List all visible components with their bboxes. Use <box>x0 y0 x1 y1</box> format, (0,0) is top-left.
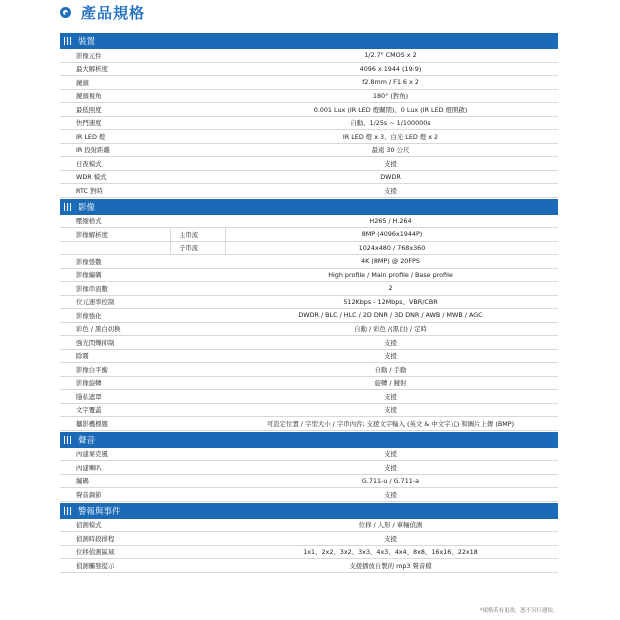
spec-label: 偵測觸發提示 <box>76 561 115 570</box>
spec-row <box>60 242 558 256</box>
spec-value: 4096 x 1944 (19:9) <box>359 64 422 73</box>
section-bars-icon <box>64 507 72 515</box>
spec-value: 支援 <box>384 159 397 168</box>
spec-value: 4K (8MP) @ 20FPS <box>361 257 420 266</box>
spec-row <box>60 144 558 158</box>
spec-label: 鏡頭 <box>76 78 89 87</box>
spec-label: 位元速率控制 <box>76 298 115 307</box>
section-title: 影像 <box>78 202 96 213</box>
spec-row <box>60 49 558 63</box>
spec-row <box>60 171 558 185</box>
spec-value: 自動 / 手動 <box>374 365 407 374</box>
spec-value: 支援 <box>384 392 397 401</box>
section-bars-icon <box>64 203 72 211</box>
spec-label: 鏡頭視角 <box>76 92 102 101</box>
spec-value: 自動、1/25s ~ 1/100000s <box>350 119 431 128</box>
spec-sublabel: 主串流 <box>170 228 226 241</box>
section-title: 警報與事件 <box>78 506 121 517</box>
section-bars-icon <box>64 436 72 444</box>
spec-value: 支援 <box>384 450 397 459</box>
spec-label: 隱私遮罩 <box>76 392 102 401</box>
spec-label: IR 投射距離 <box>76 146 110 155</box>
spec-label: RTC 對時 <box>76 186 103 195</box>
spec-row <box>60 546 558 560</box>
spec-label: 壓縮格式 <box>76 217 102 226</box>
spec-label: 強光閃爍抑制 <box>76 338 115 347</box>
section-header <box>60 199 558 215</box>
spec-row <box>60 309 558 323</box>
spec-label: 快門速度 <box>76 119 102 128</box>
spec-value: DWDR <box>380 172 401 181</box>
spec-row <box>60 282 558 296</box>
spec-row <box>60 363 558 377</box>
spec-value: 支援 <box>384 338 397 347</box>
spec-value: 512Kbps - 12Mbps、VBR/CBR <box>343 298 438 307</box>
spec-label: 內建喇叭 <box>76 463 102 472</box>
footnote: *規格若有更改，恕不另行通知。 <box>479 608 558 614</box>
spec-row <box>60 215 558 229</box>
spec-row <box>60 448 558 462</box>
spec-row <box>60 336 558 350</box>
spec-row <box>60 559 558 573</box>
spec-row <box>60 461 558 475</box>
spec-value: High profile / Main profile / Base profile <box>328 270 453 279</box>
spec-label: 影像編碼 <box>76 271 102 280</box>
spec-row <box>60 417 558 431</box>
spec-row <box>60 475 558 489</box>
section-header <box>60 503 558 519</box>
spec-value: DWDR / BLC / HLC / 2D DNR / 3D DNR / AWB / MWB / AGC <box>298 311 483 320</box>
spec-row <box>60 157 558 171</box>
spec-row <box>60 269 558 283</box>
spec-value: 0.001 Lux (IR LED 燈關閉)、0 Lux (IR LED 燈開啟) <box>313 105 468 114</box>
spec-value: G.711-u / G.711-a <box>361 476 420 485</box>
spec-row <box>60 296 558 310</box>
section-title: 聲音 <box>78 435 96 446</box>
spec-row <box>60 228 558 242</box>
spec-value: 支援 <box>384 490 397 499</box>
spec-label: 彩色 / 黑白切換 <box>76 325 121 334</box>
spec-label: 日夜模式 <box>76 159 102 168</box>
spec-row <box>60 350 558 364</box>
section-header <box>60 432 558 448</box>
spec-value: 8MP (4096x1944P) <box>361 230 423 239</box>
spec-value: 180° (對角) <box>372 92 409 101</box>
spec-row <box>60 117 558 131</box>
spec-value: 可設定位置 / 字型大小 / 字串內容; 支援文字輸入 (英文 & 中文字元) 和圖片上傳 (BMP) <box>266 419 515 428</box>
spec-label: 偵測時段排程 <box>76 534 115 543</box>
spec-label: 最低照度 <box>76 105 102 114</box>
spec-row <box>60 130 558 144</box>
spec-label: 內建麥克風 <box>76 450 108 459</box>
spec-value: 自動 / 彩色 /(黑白) / 定時 <box>354 325 427 334</box>
spec-label: 影像白平衡 <box>76 365 108 374</box>
spec-label: WDR 模式 <box>76 173 107 182</box>
spec-value: IR LED 燈 x 3、白光 LED 燈 x 2 <box>342 132 439 141</box>
spec-row <box>60 519 558 533</box>
spec-value: 旋轉 / 鏡射 <box>374 379 407 388</box>
spec-value: 1024x480 / 768x360 <box>358 243 426 252</box>
page-heading <box>60 2 145 22</box>
spec-label: 影像張數 <box>76 257 102 266</box>
spec-value: 支援 <box>384 463 397 472</box>
spec-row <box>60 255 558 269</box>
spec-table <box>60 32 558 573</box>
spec-value: H265 / H.264 <box>369 216 412 225</box>
spec-value: 支援 <box>384 534 397 543</box>
spec-row <box>60 90 558 104</box>
spec-label: 編碼 <box>76 477 89 486</box>
spec-label: 偵測模式 <box>76 521 102 530</box>
spec-label: 聲音調節 <box>76 490 102 499</box>
spec-row <box>60 76 558 90</box>
spec-value: 支援 <box>384 352 397 361</box>
spec-value: 2 <box>388 284 393 293</box>
spec-row <box>60 377 558 391</box>
section-bars-icon <box>64 37 72 45</box>
spec-value: 1/2.7" CMOS x 2 <box>364 51 417 60</box>
spec-label: 文字覆蓋 <box>76 406 102 415</box>
spec-value: 支援播放自製的 mp3 聲音檔 <box>349 561 432 570</box>
spec-label: 影像串流數 <box>76 284 108 293</box>
spec-value: 支援 <box>384 406 397 415</box>
spec-label: 攝影機標題 <box>76 419 108 428</box>
circle-bullet-icon <box>60 7 71 18</box>
spec-label: IR LED 燈 <box>76 132 106 141</box>
section-title: 裝置 <box>78 37 96 47</box>
spec-label: 影像元件 <box>76 51 102 60</box>
spec-value: f2.8mm / F1.6 x 2 <box>362 78 419 87</box>
spec-label: 影像強化 <box>76 311 102 320</box>
spec-label: 影像解析度 <box>76 230 108 239</box>
spec-label: 除霧 <box>76 352 89 361</box>
spec-row <box>60 323 558 337</box>
page-title: 產品規格 <box>81 3 146 22</box>
spec-label: 影像旋轉 <box>76 379 102 388</box>
spec-row <box>60 532 558 546</box>
spec-label: 最大解析度 <box>76 65 108 74</box>
spec-row <box>60 184 558 198</box>
spec-row <box>60 63 558 77</box>
spec-value: 最遠 30 公尺 <box>371 146 410 155</box>
spec-sublabel: 子串流 <box>170 242 226 255</box>
section-header <box>60 33 558 49</box>
spec-row <box>60 488 558 502</box>
spec-value: 1x1、2x2、3x2、3x3、4x3、4x4、8x8、16x16、22x18 <box>303 548 478 557</box>
spec-row <box>60 390 558 404</box>
spec-value: 位移 / 人形 / 車輛偵測 <box>358 521 423 530</box>
spec-value: 支援 <box>384 186 397 195</box>
spec-label: 位移偵測區域 <box>76 548 115 557</box>
spec-row <box>60 404 558 418</box>
spec-row <box>60 103 558 117</box>
